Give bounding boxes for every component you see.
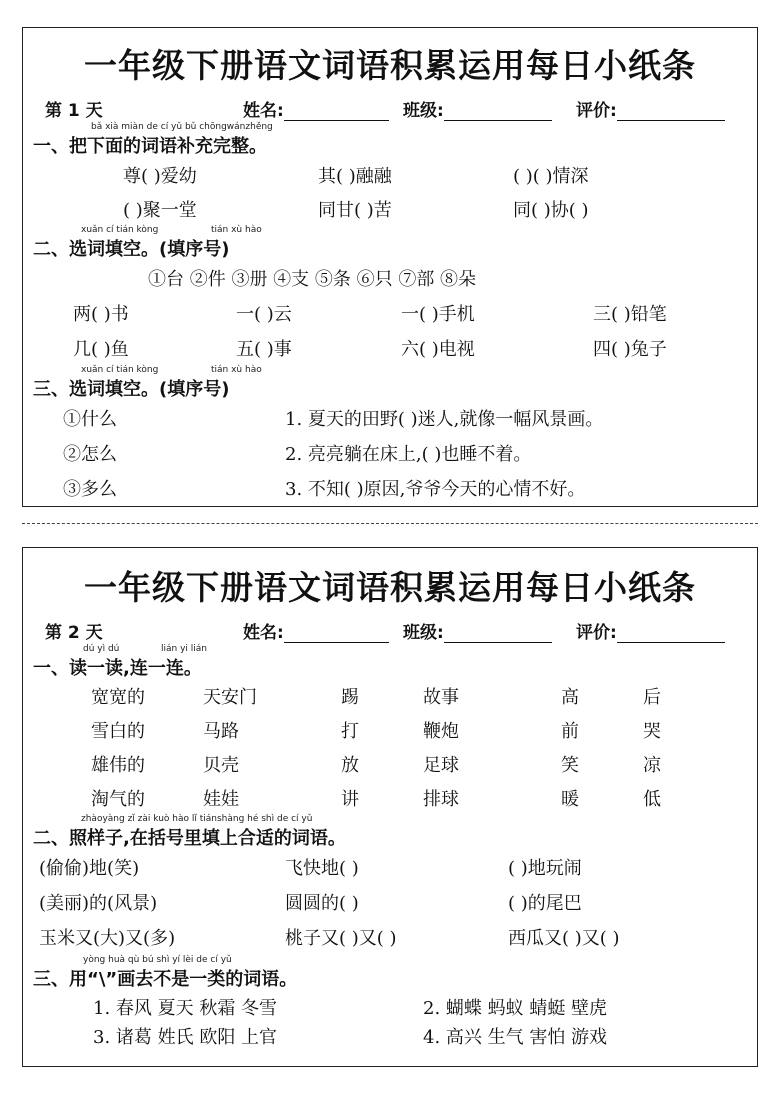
match-word: 高 bbox=[561, 687, 579, 708]
word-options: ①台 ②件 ③册 ④支 ⑤条 ⑥只 ⑦部 ⑧朵 bbox=[148, 269, 477, 290]
match-word: 打 bbox=[341, 721, 359, 742]
section-pinyin: tián xù hào bbox=[211, 365, 262, 375]
day2-card bbox=[22, 547, 758, 1067]
fill-item[interactable]: 两( )书 bbox=[73, 304, 129, 325]
match-word: 贝壳 bbox=[203, 755, 239, 776]
match-word: 宽宽的 bbox=[91, 687, 145, 708]
option-item: ③多么 bbox=[63, 479, 117, 500]
match-word: 低 bbox=[643, 789, 661, 810]
fill-item[interactable]: 五( )事 bbox=[236, 339, 292, 360]
name-label: 姓名: bbox=[243, 623, 284, 643]
rating-label: 评价: bbox=[576, 623, 617, 643]
match-word: 笑 bbox=[561, 755, 579, 776]
fill-item[interactable]: ( )( )情深 bbox=[513, 166, 589, 187]
day1-card bbox=[22, 27, 758, 507]
section-pinyin: yòng huà qù bú shì yí lèi de cí yǔ bbox=[83, 955, 232, 965]
day-label: 第 2 天 bbox=[45, 623, 103, 643]
match-word: 前 bbox=[561, 721, 579, 742]
word-group[interactable]: 1. 春风 夏天 秋霜 冬雪 bbox=[93, 998, 278, 1019]
match-word: 娃娃 bbox=[203, 789, 239, 810]
class-field[interactable] bbox=[403, 618, 552, 643]
fill-item[interactable]: 圆圆的( ) bbox=[285, 893, 359, 914]
match-word: 放 bbox=[341, 755, 359, 776]
section-pinyin: zhàoyàng zǐ zài kuò hào lǐ tiánshàng hé shì de cí yǔ bbox=[81, 814, 313, 824]
class-label: 班级: bbox=[403, 623, 444, 643]
rating-label: 评价: bbox=[576, 101, 617, 121]
section-title: 二、照样子,在括号里填上合适的词语。 bbox=[33, 828, 346, 849]
match-word: 天安门 bbox=[203, 687, 257, 708]
fill-item[interactable]: 同( )协( ) bbox=[513, 200, 589, 221]
match-word: 足球 bbox=[423, 755, 459, 776]
section-title: 三、用“\”画去不是一类的词语。 bbox=[33, 969, 298, 990]
class-label: 班级: bbox=[403, 101, 444, 121]
section-pinyin: bǎ xià miàn de cí yǔ bǔ chōngwánzhěng bbox=[91, 122, 273, 132]
sheet-title: 一年级下册语文词语积累运用每日小纸条 bbox=[84, 568, 696, 607]
fill-item: 玉米又(大)又(多) bbox=[39, 928, 176, 949]
sentence-item[interactable]: 2. 亮亮躺在床上,( )也睡不着。 bbox=[285, 444, 532, 465]
section-title: 三、选词填空。(填序号) bbox=[33, 379, 230, 400]
match-word: 排球 bbox=[423, 789, 459, 810]
dashed-divider bbox=[22, 523, 758, 524]
fill-item[interactable]: ( )地玩闹 bbox=[508, 858, 582, 879]
match-word: 雪白的 bbox=[91, 721, 145, 742]
match-word: 后 bbox=[643, 687, 661, 708]
match-word: 淘气的 bbox=[91, 789, 145, 810]
section-title: 二、选词填空。(填序号) bbox=[33, 239, 230, 260]
fill-item: (偷偷)地(笑) bbox=[39, 858, 140, 879]
match-word: 雄伟的 bbox=[91, 755, 145, 776]
section-pinyin: xuǎn cí tián kòng bbox=[81, 225, 159, 235]
fill-item[interactable]: 桃子又( )又( ) bbox=[285, 928, 397, 949]
fill-item[interactable]: ( )的尾巴 bbox=[508, 893, 582, 914]
fill-item[interactable]: 飞快地( ) bbox=[285, 858, 359, 879]
match-word: 鞭炮 bbox=[423, 721, 459, 742]
fill-item[interactable]: 几( )鱼 bbox=[73, 339, 129, 360]
fill-item[interactable]: ( )聚一堂 bbox=[123, 200, 197, 221]
fill-item[interactable]: 其( )融融 bbox=[318, 166, 392, 187]
option-item: ②怎么 bbox=[63, 444, 117, 465]
fill-item[interactable]: 同甘( )苦 bbox=[318, 200, 392, 221]
word-group[interactable]: 3. 诸葛 姓氏 欧阳 上官 bbox=[93, 1027, 278, 1048]
section-pinyin: tián xù hào bbox=[211, 225, 262, 235]
fill-item[interactable]: 三( )铅笔 bbox=[593, 304, 667, 325]
rating-field[interactable] bbox=[576, 96, 725, 121]
day-label: 第 1 天 bbox=[45, 101, 103, 121]
name-label: 姓名: bbox=[243, 101, 284, 121]
word-group[interactable]: 4. 高兴 生气 害怕 游戏 bbox=[423, 1027, 608, 1048]
sentence-item[interactable]: 3. 不知( )原因,爷爷今天的心情不好。 bbox=[285, 479, 586, 500]
match-word: 踢 bbox=[341, 687, 359, 708]
option-item: ①什么 bbox=[63, 409, 117, 430]
fill-item[interactable]: 尊( )爱幼 bbox=[123, 166, 197, 187]
sheet-title: 一年级下册语文词语积累运用每日小纸条 bbox=[84, 46, 696, 85]
match-word: 哭 bbox=[643, 721, 661, 742]
fill-item[interactable]: 西瓜又( )又( ) bbox=[508, 928, 620, 949]
sentence-item[interactable]: 1. 夏天的田野( )迷人,就像一幅风景画。 bbox=[285, 409, 604, 430]
fill-item[interactable]: 一( )手机 bbox=[401, 304, 475, 325]
fill-item[interactable]: 一( )云 bbox=[236, 304, 292, 325]
section-pinyin: dú yì dú bbox=[83, 644, 120, 654]
section-pinyin: lián yi lián bbox=[161, 644, 207, 654]
rating-field[interactable] bbox=[576, 618, 725, 643]
word-group[interactable]: 2. 蝴蝶 蚂蚁 蜻蜓 壁虎 bbox=[423, 998, 608, 1019]
fill-item: (美丽)的(风景) bbox=[39, 893, 158, 914]
name-field[interactable] bbox=[243, 618, 389, 643]
section-title: 一、把下面的词语补充完整。 bbox=[33, 136, 267, 157]
section-pinyin: xuǎn cí tián kòng bbox=[81, 365, 159, 375]
class-field[interactable] bbox=[403, 96, 552, 121]
section-title: 一、读一读,连一连。 bbox=[33, 658, 202, 679]
match-word: 凉 bbox=[643, 755, 661, 776]
match-word: 讲 bbox=[341, 789, 359, 810]
name-field[interactable] bbox=[243, 96, 389, 121]
fill-item[interactable]: 四( )兔子 bbox=[593, 339, 667, 360]
fill-item[interactable]: 六( )电视 bbox=[401, 339, 475, 360]
match-word: 暖 bbox=[561, 789, 579, 810]
match-word: 故事 bbox=[423, 687, 459, 708]
match-word: 马路 bbox=[203, 721, 239, 742]
